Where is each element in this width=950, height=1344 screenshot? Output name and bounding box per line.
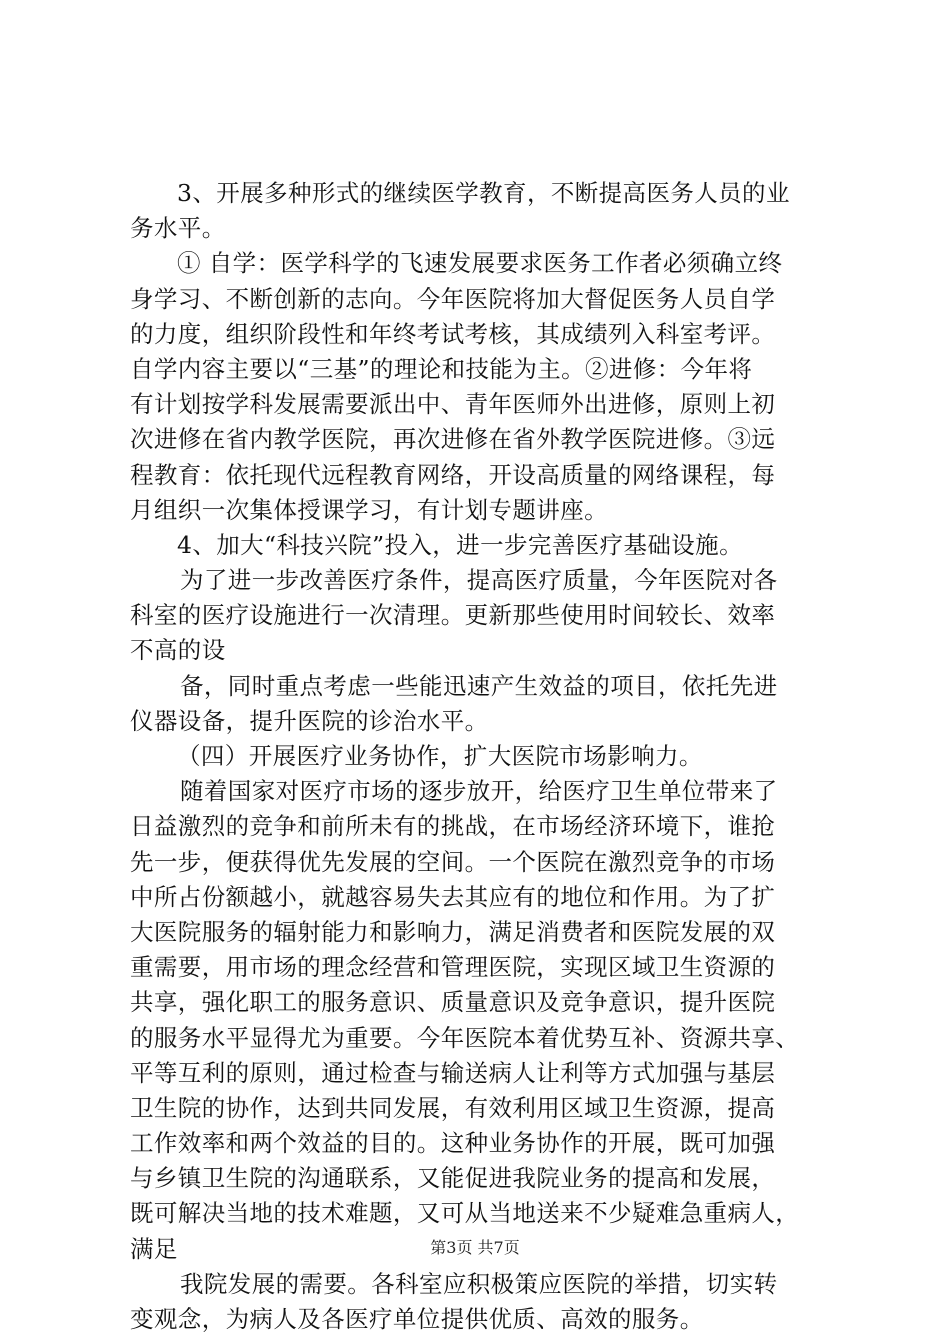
paragraph-line: 的力度，组织阶段性和年终考试考核，其成绩列入科室考评。 [130, 319, 776, 348]
paragraph-line: 3、开展多种形式的继续医学教育，不断提高医务人员的业 [177, 179, 790, 207]
paragraph-line: 变观念，为病人及各医疗单位提供优质、高效的服务。 [130, 1305, 704, 1333]
paragraph-line: 与乡镇卫生院的沟通联系，又能促进我院业务的提高和发展， [130, 1164, 776, 1193]
paragraph-line: 不高的设 [130, 636, 226, 665]
paragraph-line: 工作效率和两个效益的目的。这种业务协作的开展，既可加强 [130, 1129, 776, 1158]
section-heading: （四）开展医疗业务协作，扩大医院市场影响力。 [177, 742, 703, 770]
paragraph-line: ① 自学：医学科学的飞速发展要求医务工作者必须确立终 [177, 249, 783, 278]
paragraph-line: 我院发展的需要。各科室应积极策应医院的举措，切实转 [180, 1269, 778, 1298]
paragraph-line: 备，同时重点考虑一些能迅速产生效益的项目，依托先进 [180, 671, 778, 700]
paragraph-line: 次进修在省内教学医院，再次进修在省外教学医院进修。③远 [130, 425, 776, 454]
paragraph-line: 中所占份额越小，就越容易失去其应有的地位和作用。为了扩 [130, 882, 776, 911]
paragraph-line: 先一步，便获得优先发展的空间。一个医院在激烈竞争的市场 [130, 847, 776, 876]
paragraph-line: 为了进一步改善医疗条件，提高医疗质量，今年医院对各 [180, 566, 778, 595]
paragraph-line: 共享，强化职工的服务意识、质量意识及竞争意识，提升医院 [130, 988, 776, 1017]
paragraph-line: 既可解决当地的技术难题，又可从当地送来不少疑难急重病人， [130, 1199, 800, 1228]
paragraph-line: 科室的医疗设施进行一次清理。更新那些使用时间较长、效率 [130, 601, 776, 630]
paragraph-line: 的服务水平显得尤为重要。今年医院本着优势互补、资源共享、 [130, 1023, 800, 1052]
paragraph-line: 月组织一次集体授课学习，有计划专题讲座。 [130, 495, 608, 524]
paragraph-line: 随着国家对医疗市场的逐步放开，给医疗卫生单位带来了 [180, 777, 778, 806]
section-heading: 4、加大“科技兴院”投入，进一步完善医疗基础设施。 [177, 530, 743, 559]
paragraph-line: 大医院服务的辐射能力和影响力，满足消费者和医院发展的双 [130, 917, 776, 946]
paragraph-line: 平等互利的原则，通过检查与输送病人让利等方式加强与基层 [130, 1058, 776, 1087]
paragraph-line: 务水平。 [130, 214, 226, 243]
page-number-footer: 第3页 共7页 [430, 1238, 520, 1257]
paragraph-line: 有计划按学科发展需要派出中、青年医师外出进修，原则上初 [130, 390, 776, 419]
paragraph-line: 重需要，用市场的理念经营和管理医院，实现区域卫生资源的 [130, 953, 776, 982]
paragraph-line: 程教育：依托现代远程教育网络，开设高质量的网络课程，每 [130, 460, 776, 489]
paragraph-line: 日益激烈的竞争和前所未有的挑战，在市场经济环境下，谁抢 [130, 812, 776, 841]
paragraph-line: 仪器设备，提升医院的诊治水平。 [130, 706, 489, 735]
paragraph-line: 身学习、不断创新的志向。今年医院将加大督促医务人员自学 [130, 284, 776, 313]
paragraph-line: 卫生院的协作，达到共同发展，有效利用区域卫生资源，提高 [130, 1093, 776, 1122]
document-body [130, 176, 830, 1337]
paragraph-line: 满足 [130, 1234, 178, 1263]
paragraph-line: 自学内容主要以“三基”的理论和技能为主。②进修：今年将 [130, 354, 753, 383]
